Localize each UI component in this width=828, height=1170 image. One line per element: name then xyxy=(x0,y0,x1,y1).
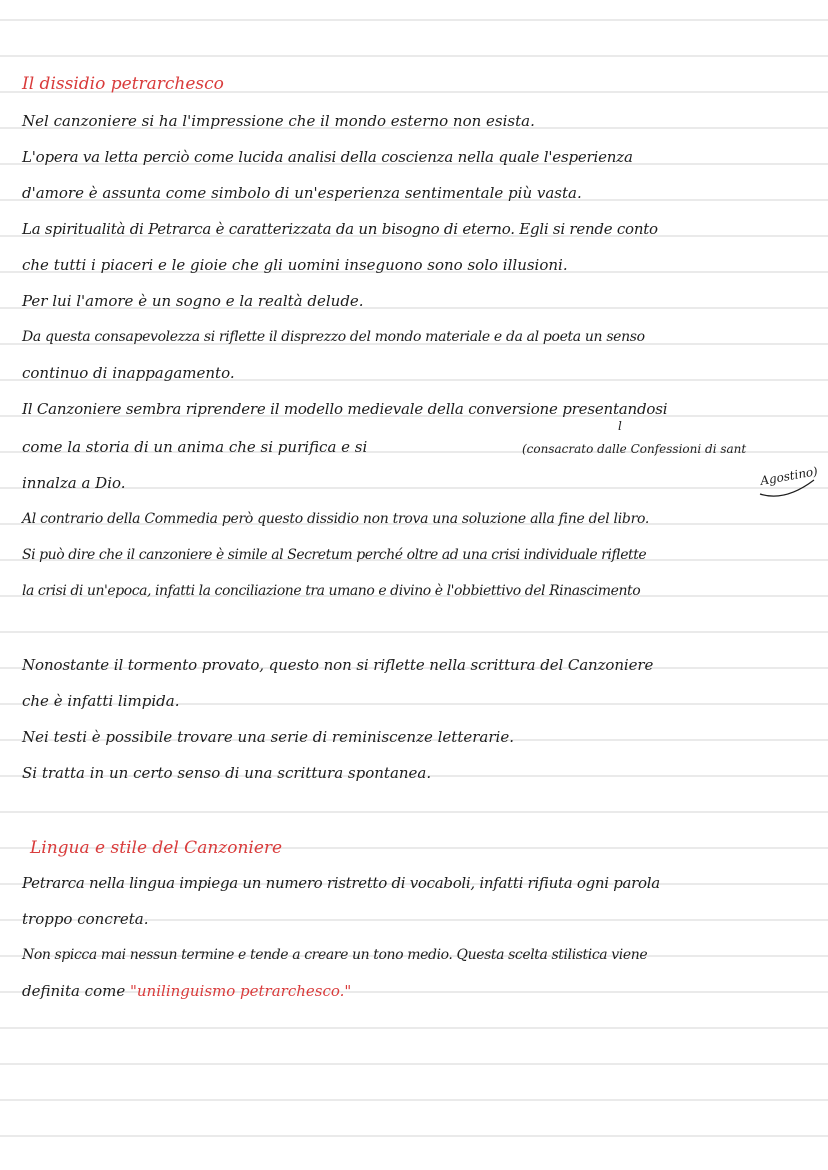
text-line-last xyxy=(22,984,351,999)
text-line: Nei testi è possibile trovare una serie di reminiscenze letterarie. xyxy=(22,728,514,746)
text-prefix: definita come xyxy=(22,982,126,1000)
text-line: innalza a Dio. xyxy=(22,474,126,492)
text-line: d'amore è assunta come simbolo di un'esperienza sentimentale più vasta. xyxy=(22,184,582,202)
text-line: Si tratta in un certo senso di una scrittura spontanea. xyxy=(22,764,432,782)
text-line: Al contrario della Commedia però questo dissidio non trova una soluzione alla fine del libro. xyxy=(22,511,649,527)
text-line: Da questa consapevolezza si riflette il disprezzo del mondo materiale e da al poeta un senso xyxy=(22,329,645,345)
text-line: la crisi di un'epoca, infatti la conciliazione tra umano e divino è l'obbiettivo del Rinascimento xyxy=(22,583,641,599)
text-line: che tutti i piaceri e le gioie che gli uomini inseguono sono solo illusioni. xyxy=(22,256,568,274)
text-line: continuo di inappagamento. xyxy=(22,364,235,382)
text-line: Il Canzoniere sembra riprendere il modello medievale della conversione presentandosi xyxy=(22,400,668,418)
highlight-term: "unilinguismo petrarchesco." xyxy=(130,982,352,1000)
text-line: Nel canzoniere si ha l'impressione che il mondo esterno non esista. xyxy=(22,112,535,130)
text-line: Si può dire che il canzoniere è simile al Secretum perché oltre ad una crisi individuale riflette xyxy=(22,547,647,563)
annotation-marker: l xyxy=(618,419,622,433)
text-line: La spiritualità di Petrarca è caratterizzata da un bisogno di eterno. Egli si rende conto xyxy=(22,220,658,238)
text-line: Nonostante il tormento provato, questo non si riflette nella scrittura del Canzoniere xyxy=(22,656,654,674)
text-line: L'opera va letta perciò come lucida analisi della coscienza nella quale l'esperienza xyxy=(22,148,633,166)
text-line: Non spicca mai nessun termine e tende a creare un tono medio. Questa scelta stilistica viene xyxy=(22,947,648,963)
text-line: che è infatti limpida. xyxy=(22,692,180,710)
text-line: come la storia di un anima che si purifica e si xyxy=(22,438,368,456)
annotation-text: (consacrato dalle Confessioni di sant xyxy=(522,442,747,456)
annotation-name: Agostino) xyxy=(759,464,819,488)
text-line: troppo concreta. xyxy=(22,910,149,928)
section-title-dissidio: Il dissidio petrarchesco xyxy=(22,74,224,94)
text-line: Petrarca nella lingua impiega un numero ristretto di vocaboli, infatti rifiuta ogni parola xyxy=(22,874,660,892)
text-line: Per lui l'amore è un sogno e la realtà delude. xyxy=(22,292,364,310)
section-title-lingua-stile: Lingua e stile del Canzoniere xyxy=(30,838,283,858)
